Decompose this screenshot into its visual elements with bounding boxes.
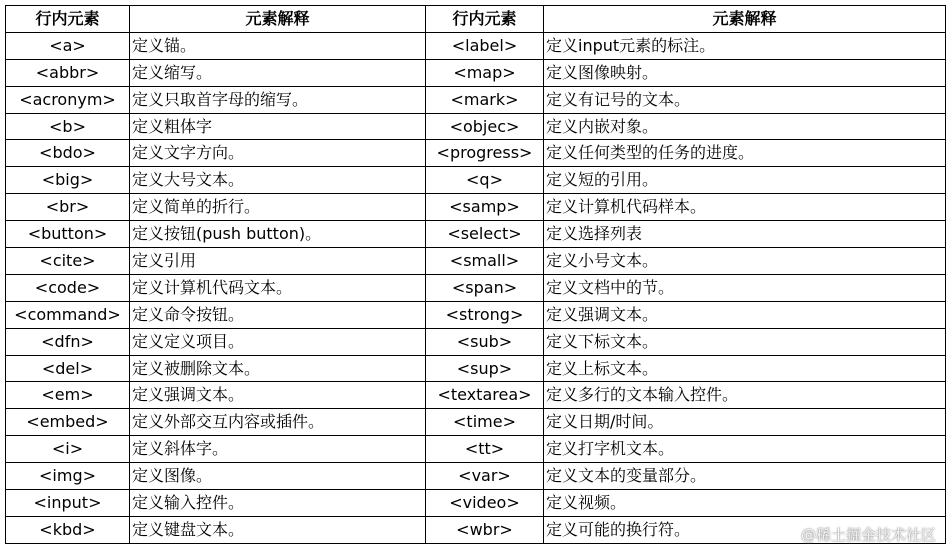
right-desc-cell: 定义内嵌对象。 [544, 113, 946, 140]
table-row [6, 32, 946, 59]
right-tag-cell: <var> [426, 463, 544, 490]
right-desc-cell: 定义上标文本。 [544, 355, 946, 382]
right-tag-cell: <objec> [426, 113, 544, 140]
header-row [6, 6, 946, 33]
right-desc-cell: 定义打字机文本。 [544, 436, 946, 463]
left-desc-cell: 定义简单的折行。 [130, 194, 426, 221]
table-row [6, 113, 946, 140]
left-tag-cell: <bdo> [6, 140, 130, 167]
right-tag-cell: <progress> [426, 140, 544, 167]
right-desc-cell: 定义小号文本。 [544, 248, 946, 275]
left-tag-cell: <command> [6, 301, 130, 328]
right-tag-cell: <q> [426, 167, 544, 194]
header-tag-left: 行内元素 [6, 6, 130, 33]
left-desc-cell: 定义强调文本。 [130, 382, 426, 409]
right-tag-cell: <span> [426, 274, 544, 301]
right-desc-cell: 定义视频。 [544, 490, 946, 517]
table-row [6, 140, 946, 167]
right-desc-cell: 定义强调文本。 [544, 301, 946, 328]
left-desc-cell: 定义键盘文本。 [130, 516, 426, 543]
left-desc-cell: 定义缩写。 [130, 59, 426, 86]
left-desc-cell: 定义引用 [130, 248, 426, 275]
left-tag-cell: <input> [6, 490, 130, 517]
right-tag-cell: <sup> [426, 355, 544, 382]
left-desc-cell: 定义图像。 [130, 463, 426, 490]
header-tag-right: 行内元素 [426, 6, 544, 33]
left-desc-cell: 定义粗体字 [130, 113, 426, 140]
right-desc-cell: 定义有记号的文本。 [544, 86, 946, 113]
right-tag-cell: <label> [426, 32, 544, 59]
inline-elements-table [5, 5, 946, 544]
table-row [6, 167, 946, 194]
right-tag-cell: <time> [426, 409, 544, 436]
table-row [6, 328, 946, 355]
right-tag-cell: <sub> [426, 328, 544, 355]
table-row [6, 59, 946, 86]
right-desc-cell: 定义多行的文本输入控件。 [544, 382, 946, 409]
right-desc-cell: 定义下标文本。 [544, 328, 946, 355]
left-tag-cell: <em> [6, 382, 130, 409]
right-tag-cell: <small> [426, 248, 544, 275]
left-tag-cell: <del> [6, 355, 130, 382]
right-desc-cell: 定义选择列表 [544, 221, 946, 248]
left-desc-cell: 定义锚。 [130, 32, 426, 59]
table-row [6, 409, 946, 436]
left-desc-cell: 定义只取首字母的缩写。 [130, 86, 426, 113]
right-desc-cell: 定义文本的变量部分。 [544, 463, 946, 490]
table-row [6, 301, 946, 328]
right-desc-cell: 定义input元素的标注。 [544, 32, 946, 59]
right-tag-cell: <strong> [426, 301, 544, 328]
right-desc-cell: 定义计算机代码样本。 [544, 194, 946, 221]
left-tag-cell: <i> [6, 436, 130, 463]
left-tag-cell: <abbr> [6, 59, 130, 86]
header-desc-left: 元素解释 [130, 6, 426, 33]
left-desc-cell: 定义命令按钮。 [130, 301, 426, 328]
right-tag-cell: <video> [426, 490, 544, 517]
table-body [6, 32, 946, 543]
left-tag-cell: <b> [6, 113, 130, 140]
left-desc-cell: 定义被删除文本。 [130, 355, 426, 382]
right-tag-cell: <textarea> [426, 382, 544, 409]
header-desc-right: 元素解释 [544, 6, 946, 33]
left-desc-cell: 定义大号文本。 [130, 167, 426, 194]
left-tag-cell: <kbd> [6, 516, 130, 543]
right-tag-cell: <samp> [426, 194, 544, 221]
left-tag-cell: <dfn> [6, 328, 130, 355]
right-tag-cell: <tt> [426, 436, 544, 463]
left-tag-cell: <button> [6, 221, 130, 248]
left-tag-cell: <br> [6, 194, 130, 221]
right-desc-cell: 定义图像映射。 [544, 59, 946, 86]
table-row [6, 382, 946, 409]
table-row [6, 355, 946, 382]
table-row [6, 221, 946, 248]
right-tag-cell: <select> [426, 221, 544, 248]
left-tag-cell: <embed> [6, 409, 130, 436]
left-desc-cell: 定义斜体字。 [130, 436, 426, 463]
left-desc-cell: 定义输入控件。 [130, 490, 426, 517]
left-desc-cell: 定义文字方向。 [130, 140, 426, 167]
table-row [6, 86, 946, 113]
left-tag-cell: <acronym> [6, 86, 130, 113]
left-tag-cell: <a> [6, 32, 130, 59]
left-desc-cell: 定义外部交互内容或插件。 [130, 409, 426, 436]
left-desc-cell: 定义定义项目。 [130, 328, 426, 355]
inline-elements-table-container [5, 5, 945, 544]
right-desc-cell: 定义可能的换行符。 [544, 516, 946, 543]
right-desc-cell: 定义文档中的节。 [544, 274, 946, 301]
right-tag-cell: <wbr> [426, 516, 544, 543]
right-desc-cell: 定义日期/时间。 [544, 409, 946, 436]
left-desc-cell: 定义按钮(push button)。 [130, 221, 426, 248]
table-row [6, 463, 946, 490]
left-tag-cell: <cite> [6, 248, 130, 275]
left-tag-cell: <img> [6, 463, 130, 490]
watermark: @稀土掘金技术社区 [800, 526, 936, 544]
table-row [6, 436, 946, 463]
left-desc-cell: 定义计算机代码文本。 [130, 274, 426, 301]
left-tag-cell: <big> [6, 167, 130, 194]
right-desc-cell: 定义短的引用。 [544, 167, 946, 194]
table-row [6, 248, 946, 275]
right-tag-cell: <map> [426, 59, 544, 86]
table-row [6, 490, 946, 517]
right-desc-cell: 定义任何类型的任务的进度。 [544, 140, 946, 167]
right-tag-cell: <mark> [426, 86, 544, 113]
table-row [6, 194, 946, 221]
left-tag-cell: <code> [6, 274, 130, 301]
table-row [6, 274, 946, 301]
